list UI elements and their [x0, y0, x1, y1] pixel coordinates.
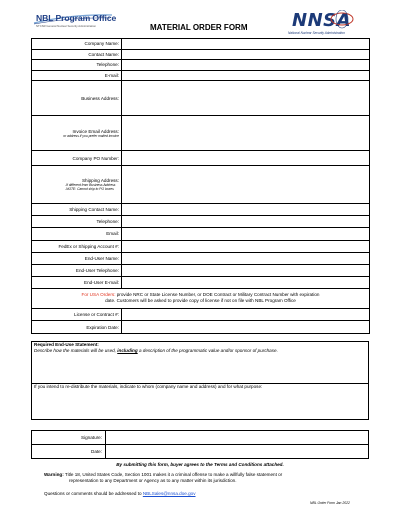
end-use-desc-before: Describe how the materials will be used,: [34, 347, 118, 353]
table-row: [32, 308, 370, 321]
table-row: [32, 216, 370, 228]
end-use-description: [34, 348, 368, 354]
table-row: [32, 49, 370, 60]
shipping-email-label: Email:: [32, 228, 122, 240]
form-header: [32, 8, 368, 38]
shipping-address-note-2: -NOTE: Cannot ship to PO boxes: [65, 186, 114, 191]
signature-field[interactable]: [106, 431, 369, 445]
warning-text-1: Title 18, United States Code, Section 1001 makes it a criminal offense to make a willfully false statement or: [63, 472, 283, 477]
signature-label: Signature:: [32, 431, 106, 445]
contact-name-label: Contact Name:: [32, 49, 122, 60]
shipping-address-label-cell: [32, 165, 122, 203]
shipping-address-note-1: -If different from Business Address: [65, 182, 116, 187]
table-row: [32, 203, 370, 215]
company-name-label: Company Name:: [32, 39, 122, 50]
terms-agreement: By submitting this form, buyer agrees to the Terms and Conditions attached.: [116, 462, 284, 467]
usa-orders-note: [32, 289, 370, 308]
globe-icon: [328, 10, 358, 30]
shipping-telephone-label: Telephone:: [32, 216, 122, 228]
table-row: [32, 151, 370, 166]
usa-orders-label: For USA Orders:: [81, 292, 116, 298]
table-row: [32, 228, 370, 240]
business-address-field[interactable]: [122, 81, 370, 116]
table-row: [32, 39, 370, 50]
end-user-name-field[interactable]: [122, 252, 370, 264]
form-title: MATERIAL ORDER FORM: [150, 23, 248, 32]
nnsa-logo: [288, 10, 368, 38]
logo-left-subtext: NTCSR General Nuclear Security Administration: [36, 24, 96, 28]
table-row: [32, 81, 370, 116]
invoice-email-label-cell: [32, 116, 122, 151]
end-use-table: [31, 341, 369, 420]
invoice-email-label: Invoice Email Address:: [72, 128, 119, 134]
table-row: [32, 264, 370, 276]
table-row: [32, 60, 370, 71]
fedex-account-label: FedEx or Shipping Account #:: [32, 240, 122, 252]
table-row: [32, 342, 369, 384]
end-use-desc-after: a description of the programmatic value and/or sponsor of purchase.: [137, 347, 278, 353]
warning-text-2: representation to any Department or Agency as to any matter within its jurisdiction.: [69, 478, 237, 483]
shipping-email-field[interactable]: [122, 228, 370, 240]
company-po-label: Company PO Number:: [32, 151, 122, 166]
license-contract-label: License or Contract #:: [32, 308, 122, 321]
end-user-telephone-label: End-User Telephone:: [32, 264, 122, 276]
logo-left-text: NBL Program Office: [36, 13, 117, 23]
table-row: [32, 165, 370, 203]
shipping-contact-field[interactable]: [122, 203, 370, 215]
table-row: [32, 431, 369, 445]
nnsa-logo-subtext: National Nuclear Security Administration: [288, 31, 345, 35]
questions-line: [44, 491, 196, 496]
telephone-label: Telephone:: [32, 60, 122, 71]
fedex-account-field[interactable]: [122, 240, 370, 252]
warning-label: Warning:: [44, 472, 64, 477]
usa-orders-text-1: provide NRC or State License Number, or DOE Contract or Military Contract Number with expiration: [115, 292, 320, 298]
table-row: [32, 252, 370, 264]
form-version: NBL Order Form Jan 2022: [310, 501, 350, 505]
signature-table: [31, 430, 369, 459]
email-field[interactable]: [122, 70, 370, 81]
invoice-email-field[interactable]: [122, 116, 370, 151]
nbl-program-office-logo: [32, 12, 117, 34]
table-row: [32, 321, 370, 334]
table-row: [32, 277, 370, 289]
table-row: [32, 383, 369, 419]
license-contract-field[interactable]: [122, 308, 370, 321]
shipping-telephone-field[interactable]: [122, 216, 370, 228]
shipping-contact-label: Shipping Contact Name:: [32, 203, 122, 215]
end-use-desc-emphasis: including: [117, 347, 138, 353]
legal-warning: [44, 472, 360, 484]
end-user-name-label: End-User Name:: [32, 252, 122, 264]
shipping-address-label: Shipping Address:: [81, 177, 119, 183]
invoice-email-note: or address if you prefer mailed invoice: [63, 133, 119, 138]
end-user-telephone-field[interactable]: [122, 264, 370, 276]
email-label: E-mail:: [32, 70, 122, 81]
end-use-heading: Required End-Use Statement:: [34, 342, 99, 347]
end-user-email-field[interactable]: [122, 277, 370, 289]
shipping-address-field[interactable]: [122, 165, 370, 203]
date-field[interactable]: [106, 445, 369, 459]
end-use-statement-field[interactable]: [32, 342, 369, 384]
table-row: [32, 70, 370, 81]
order-info-table: [31, 38, 370, 334]
company-name-field[interactable]: [122, 39, 370, 50]
contact-name-field[interactable]: [122, 49, 370, 60]
sales-email-link[interactable]: NBLSales@nnsa.doe.gov: [142, 491, 196, 496]
expiration-date-label: Expiration Date:: [32, 321, 122, 334]
business-address-label: Business Address:: [32, 81, 122, 116]
nnsa-logo-text: NNSA: [292, 10, 352, 31]
table-row: [32, 240, 370, 252]
table-row: [32, 445, 369, 459]
questions-text: Questions or comments should be addressed to: [44, 491, 143, 496]
end-user-email-label: End-User E-mail:: [32, 277, 122, 289]
redistribution-prompt: If you intend to re-distribute the materials, indicate to whom (company name and address) and for what purpose:: [34, 383, 263, 389]
company-po-field[interactable]: [122, 151, 370, 166]
table-row: [32, 116, 370, 151]
telephone-field[interactable]: [122, 60, 370, 71]
date-label: Date:: [32, 445, 106, 459]
usa-orders-text-2: date. Customers will be asked to provide copy of license if not on file with NBL Program Office: [105, 298, 296, 304]
expiration-date-field[interactable]: [122, 321, 370, 334]
table-row: [32, 289, 370, 308]
redistribution-field[interactable]: [32, 383, 369, 419]
